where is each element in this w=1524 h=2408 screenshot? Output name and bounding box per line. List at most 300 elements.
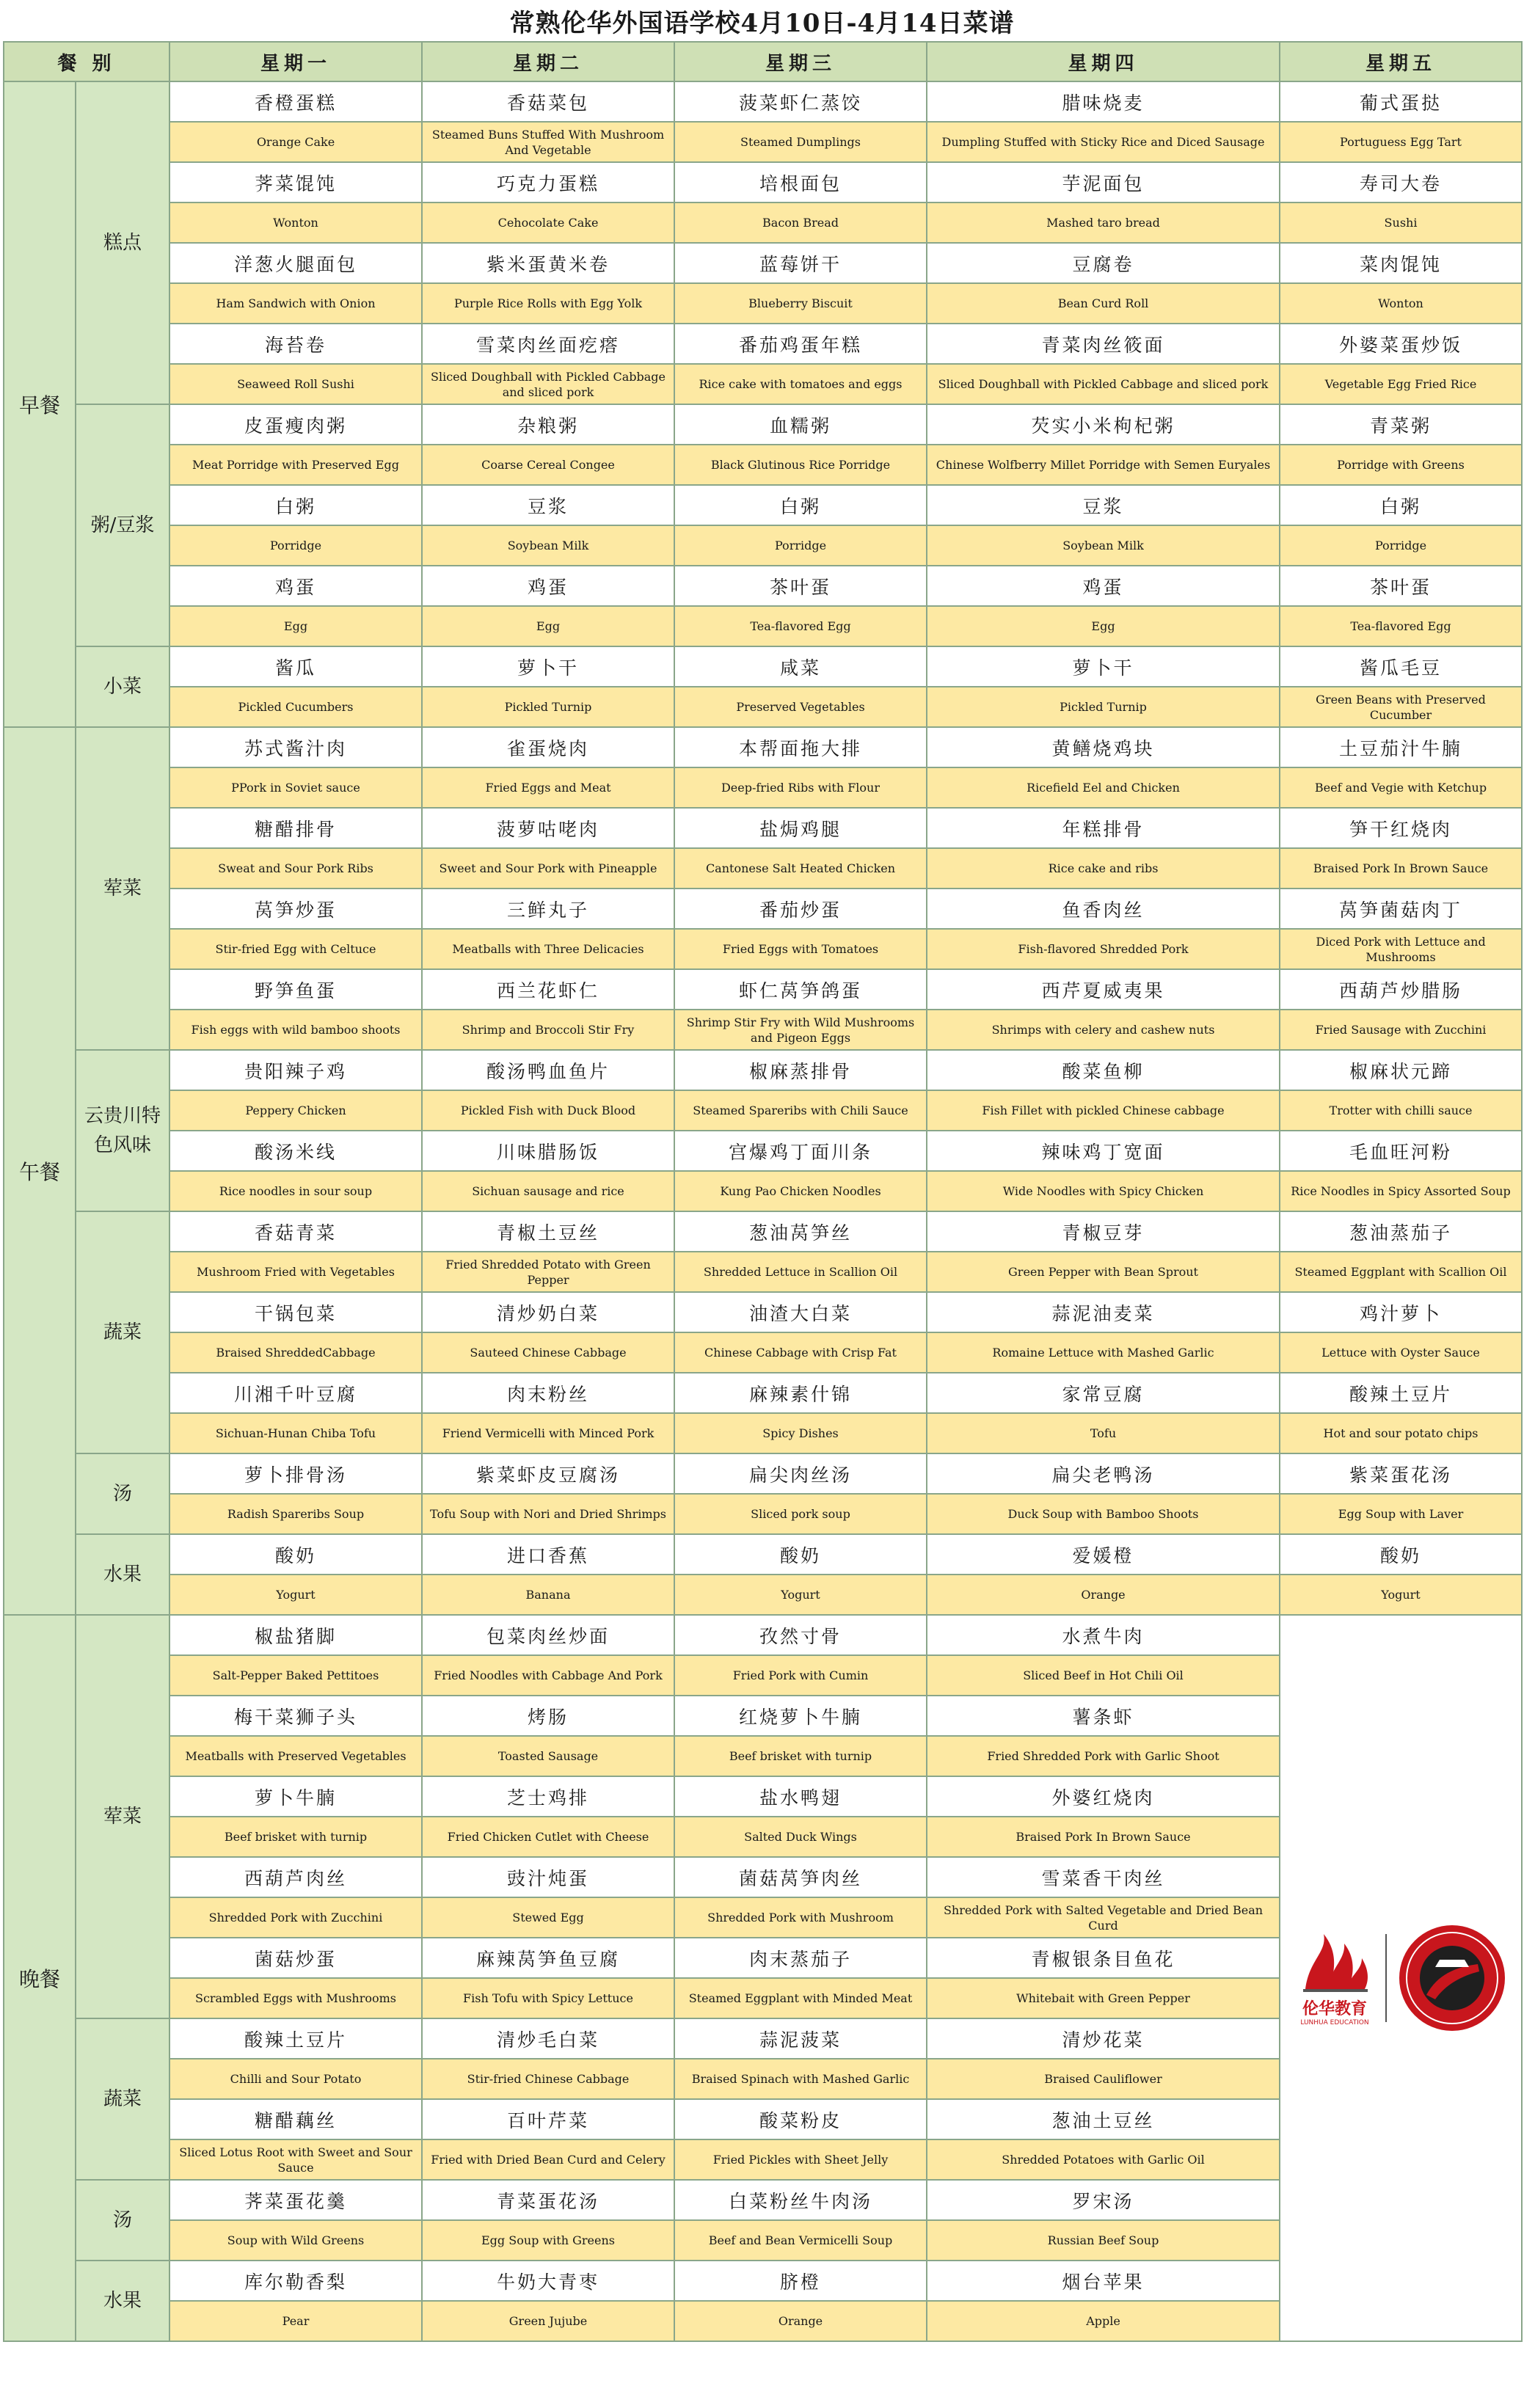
dish-name-cn: 葡式蛋挞 [1280,81,1522,122]
dish-name-en: Porridge [169,525,422,566]
dish-name-cn: 烟台苹果 [927,2261,1280,2301]
dish-name-en: Tofu [927,1413,1280,1453]
dish-row-english [4,1010,1522,1050]
dish-name-en: Orange [927,1575,1280,1615]
dish-name-en: Shredded Pork with Mushroom [674,1897,927,1938]
dish-name-en: Bean Curd Roll [927,283,1280,324]
dish-name-cn: 豆浆 [927,485,1280,525]
dish-name-en: Shredded Pork with Salted Vegetable and Dried Bean Curd [927,1897,1280,1938]
dish-name-cn: 鸡汁萝卜 [1280,1292,1522,1332]
dish-name-cn: 酱瓜 [169,646,422,687]
dish-name-cn: 茶叶蛋 [1280,566,1522,606]
dish-name-en: Sushi [1280,203,1522,243]
section-label: 水果 [76,2261,169,2341]
dish-name-cn: 孜然寸骨 [674,1615,927,1655]
dish-name-cn: 酸菜鱼柳 [927,1050,1280,1090]
dish-name-cn: 外婆菜蛋炒饭 [1280,324,1522,364]
dish-name-cn: 川湘千叶豆腐 [169,1373,422,1413]
logo-cell [1280,1615,1522,2341]
dish-name-cn: 香橙蛋糕 [169,81,422,122]
dish-name-cn: 茶叶蛋 [674,566,927,606]
dish-name-en: Salted Duck Wings [674,1817,927,1857]
dish-name-cn: 薯条虾 [927,1696,1280,1736]
dish-name-cn: 青椒土豆丝 [422,1211,674,1252]
dish-name-cn: 萝卜干 [422,646,674,687]
dish-name-cn: 蓝莓饼干 [674,243,927,283]
dish-name-cn: 鸡蛋 [169,566,422,606]
dish-name-cn: 皮蛋瘦肉粥 [169,404,422,445]
meal-label: 早餐 [4,81,76,727]
dish-name-en: Sichuan-Hunan Chiba Tofu [169,1413,422,1453]
dish-name-cn: 紫菜蛋花汤 [1280,1453,1522,1494]
brand-en: LUNHUA EDUCATION [1300,2018,1369,2026]
dish-name-en: Apple [927,2301,1280,2341]
dish-name-cn: 野笋鱼蛋 [169,969,422,1010]
dish-name-cn: 库尔勒香梨 [169,2261,422,2301]
dish-name-en: Wonton [169,203,422,243]
dish-name-cn: 菠萝咕咾肉 [422,808,674,848]
dish-name-cn: 酸奶 [1280,1534,1522,1575]
dish-name-en: Steamed Eggplant with Scallion Oil [1280,1252,1522,1292]
dish-row-chinese [4,969,1522,1010]
day-header: 星期五 [1280,42,1522,81]
dish-name-cn: 包菜肉丝炒面 [422,1615,674,1655]
dish-name-en: Fish Fillet with pickled Chinese cabbage [927,1090,1280,1131]
dish-row-english [4,283,1522,324]
dish-name-cn: 川味腊肠饭 [422,1131,674,1171]
day-header: 星期一 [169,42,422,81]
dish-name-cn: 青菜粥 [1280,404,1522,445]
dish-row-chinese [4,243,1522,283]
dish-name-cn: 椒麻状元蹄 [1280,1050,1522,1090]
dish-name-cn: 盐焗鸡腿 [674,808,927,848]
section-label: 汤 [76,2180,169,2261]
dish-name-cn: 白粥 [169,485,422,525]
dish-name-en: Shrimps with celery and cashew nuts [927,1010,1280,1050]
dish-name-cn: 酸菜粉皮 [674,2099,927,2139]
dish-name-en: Egg [927,606,1280,646]
dish-name-cn: 酸奶 [674,1534,927,1575]
dish-row-english [4,445,1522,485]
section-label: 水果 [76,1534,169,1615]
dish-name-en: Whitebait with Green Pepper [927,1978,1280,2018]
dish-name-cn: 白菜粉丝牛肉汤 [674,2180,927,2220]
dish-name-cn: 鸡蛋 [927,566,1280,606]
dish-row-chinese [4,1292,1522,1332]
dish-name-en: Rice cake with tomatoes and eggs [674,364,927,404]
dish-name-cn: 青菜蛋花汤 [422,2180,674,2220]
dish-name-cn: 培根面包 [674,162,927,203]
dish-name-cn: 菌菇炒蛋 [169,1938,422,1978]
dish-name-cn: 肉末蒸茄子 [674,1938,927,1978]
dish-name-cn: 辣味鸡丁宽面 [927,1131,1280,1171]
logo-divider [1385,1934,1387,2022]
dish-name-cn: 血糯粥 [674,404,927,445]
dish-name-cn: 清炒奶白菜 [422,1292,674,1332]
dish-name-en: Orange [674,2301,927,2341]
dish-name-en: Meatballs with Three Delicacies [422,929,674,969]
dish-name-en: Porridge with Greens [1280,445,1522,485]
school-logo [1285,1923,1517,2033]
dish-name-en: Rice cake and ribs [927,848,1280,889]
dish-name-cn: 萝卜干 [927,646,1280,687]
meal-label: 午餐 [4,727,76,1615]
dish-name-en: Vegetable Egg Fried Rice [1280,364,1522,404]
dish-row-chinese [4,727,1522,767]
dish-name-cn: 莴笋菌菇肉丁 [1280,889,1522,929]
dish-name-cn: 海苔卷 [169,324,422,364]
dish-name-en: Steamed Eggplant with Minded Meat [674,1978,927,2018]
dish-row-chinese [4,808,1522,848]
dish-name-cn: 荠菜蛋花羹 [169,2180,422,2220]
dish-name-en: Radish Spareribs Soup [169,1494,422,1534]
dish-name-en: Egg Soup with Laver [1280,1494,1522,1534]
dish-name-en: Pickled Fish with Duck Blood [422,1090,674,1131]
dish-name-cn: 肉末粉丝 [422,1373,674,1413]
dish-name-en: Egg [422,606,674,646]
dish-name-en: Kung Pao Chicken Noodles [674,1171,927,1211]
dish-name-en: Meat Porridge with Preserved Egg [169,445,422,485]
dish-name-en: Braised Spinach with Mashed Garlic [674,2059,927,2099]
dish-name-en: Shredded Lettuce in Scallion Oil [674,1252,927,1292]
dish-row-chinese [4,1211,1522,1252]
day-header: 星期三 [674,42,927,81]
dish-name-cn: 豆浆 [422,485,674,525]
dish-name-en: Braised Pork In Brown Sauce [1280,848,1522,889]
dish-name-cn: 香菇菜包 [422,81,674,122]
dish-name-en: Pickled Turnip [927,687,1280,727]
dish-name-cn: 芋泥面包 [927,162,1280,203]
dish-name-cn: 酱瓜毛豆 [1280,646,1522,687]
dish-name-en: Orange Cake [169,122,422,162]
dish-name-en: Sliced pork soup [674,1494,927,1534]
dish-row-english [4,929,1522,969]
dish-name-en: Green Beans with Preserved Cucumber [1280,687,1522,727]
section-label: 粥/豆浆 [76,404,169,646]
dish-name-cn: 罗宋汤 [927,2180,1280,2220]
dish-name-cn: 腊味烧麦 [927,81,1280,122]
dish-name-cn: 酸汤鸭血鱼片 [422,1050,674,1090]
dish-row-chinese [4,646,1522,687]
section-label: 糕点 [76,81,169,404]
dish-name-cn: 红烧萝卜牛腩 [674,1696,927,1736]
dish-name-cn: 脐橙 [674,2261,927,2301]
dish-name-cn: 豉汁炖蛋 [422,1857,674,1897]
dish-row-english [4,1494,1522,1534]
dish-name-en: Mashed taro bread [927,203,1280,243]
dish-name-en: Wonton [1280,283,1522,324]
dish-name-cn: 豆腐卷 [927,243,1280,283]
dish-row-english [4,1413,1522,1453]
dish-name-en: Fried with Dried Bean Curd and Celery [422,2139,674,2180]
dish-name-en: Deep-fried Ribs with Flour [674,767,927,808]
dish-name-en: Yogurt [1280,1575,1522,1615]
dish-name-en: Soup with Wild Greens [169,2220,422,2261]
dish-row-english [4,606,1522,646]
section-label: 小菜 [76,646,169,727]
dish-name-en: Wide Noodles with Spicy Chicken [927,1171,1280,1211]
dish-name-cn: 本帮面拖大排 [674,727,927,767]
dish-name-cn: 白粥 [1280,485,1522,525]
dish-row-english [4,1252,1522,1292]
dish-name-en: Rice noodles in sour soup [169,1171,422,1211]
dish-row-english [4,848,1522,889]
dish-name-en: Pickled Turnip [422,687,674,727]
dish-name-cn: 虾仁莴笋鸽蛋 [674,969,927,1010]
dish-name-cn: 酸奶 [169,1534,422,1575]
dish-name-en: Dumpling Stuffed with Sticky Rice and Diced Sausage [927,122,1280,162]
school-seal-icon [1397,1923,1507,2033]
dish-row-english [4,364,1522,404]
section-label: 汤 [76,1453,169,1534]
dish-name-cn: 菠菜虾仁蒸饺 [674,81,927,122]
dish-name-cn: 白粥 [674,485,927,525]
dish-name-en: Fried Shredded Potato with Green Pepper [422,1252,674,1292]
dish-name-en: Duck Soup with Bamboo Shoots [927,1494,1280,1534]
dish-name-en: Beef and Vegie with Ketchup [1280,767,1522,808]
dish-name-cn: 芡实小米枸杞粥 [927,404,1280,445]
dish-name-cn: 椒盐猪脚 [169,1615,422,1655]
dish-name-en: Fried Pickles with Sheet Jelly [674,2139,927,2180]
dish-name-en: Braised Cauliflower [927,2059,1280,2099]
dish-name-en: Chinese Wolfberry Millet Porridge with Semen Euryales [927,445,1280,485]
dish-name-cn: 紫菜虾皮豆腐汤 [422,1453,674,1494]
dish-name-cn: 三鲜丸子 [422,889,674,929]
dish-name-cn: 葱油蒸茄子 [1280,1211,1522,1252]
dish-name-en: Sliced Doughball with Pickled Cabbage and sliced pork [927,364,1280,404]
dish-name-en: Banana [422,1575,674,1615]
dish-row-chinese [4,1453,1522,1494]
dish-name-cn: 葱油土豆丝 [927,2099,1280,2139]
dish-name-en: Braised ShreddedCabbage [169,1332,422,1373]
dish-name-en: Tofu Soup with Nori and Dried Shrimps [422,1494,674,1534]
dish-name-cn: 番茄鸡蛋年糕 [674,324,927,364]
dish-name-cn: 油渣大白菜 [674,1292,927,1332]
dish-name-cn: 萝卜牛腩 [169,1776,422,1817]
dish-name-en: Lettuce with Oyster Sauce [1280,1332,1522,1373]
dish-name-en: Tea-flavored Egg [1280,606,1522,646]
dish-name-en: Russian Beef Soup [927,2220,1280,2261]
dish-name-cn: 宫爆鸡丁面川条 [674,1131,927,1171]
flame-logo-icon [1294,1930,1375,1996]
dish-row-chinese [4,162,1522,203]
dish-row-english [4,1171,1522,1211]
day-header: 星期二 [422,42,674,81]
dish-name-cn: 贵阳辣子鸡 [169,1050,422,1090]
dish-name-en: Bacon Bread [674,203,927,243]
dish-name-cn: 黄鳝烧鸡块 [927,727,1280,767]
dish-name-cn: 笋干红烧肉 [1280,808,1522,848]
dish-row-chinese [4,1373,1522,1413]
dish-name-cn: 青椒豆芽 [927,1211,1280,1252]
dish-name-cn: 百叶芹菜 [422,2099,674,2139]
dish-row-chinese [4,485,1522,525]
dish-name-en: Sweat and Sour Pork Ribs [169,848,422,889]
dish-name-cn: 西葫芦肉丝 [169,1857,422,1897]
dish-name-en: Sliced Beef in Hot Chili Oil [927,1655,1280,1696]
brand-mark [1294,1930,1375,2026]
dish-name-en: Sweet and Sour Pork with Pineapple [422,848,674,889]
dish-name-en: Steamed Dumplings [674,122,927,162]
meal-label: 晚餐 [4,1615,76,2341]
dish-name-en: Toasted Sausage [422,1736,674,1776]
dish-row-english [4,203,1522,243]
dish-name-en: Stir-fried Chinese Cabbage [422,2059,674,2099]
dish-name-en: Soybean Milk [927,525,1280,566]
dish-name-en: Tea-flavored Egg [674,606,927,646]
dish-name-en: Fried Eggs with Tomatoes [674,929,927,969]
dish-name-en: Black Glutinous Rice Porridge [674,445,927,485]
section-label: 荤菜 [76,727,169,1050]
dish-name-en: Cehocolate Cake [422,203,674,243]
dish-row-chinese [4,566,1522,606]
dish-name-en: Yogurt [674,1575,927,1615]
dish-name-en: Ham Sandwich with Onion [169,283,422,324]
dish-name-en: Sliced Lotus Root with Sweet and Sour Sauce [169,2139,422,2180]
dish-name-en: Pear [169,2301,422,2341]
dish-name-en: Fried Eggs and Meat [422,767,674,808]
dish-name-en: Steamed Buns Stuffed With Mushroom And Vegetable [422,122,674,162]
dish-name-cn: 芝士鸡排 [422,1776,674,1817]
dish-name-en: Beef brisket with turnip [674,1736,927,1776]
dish-name-cn: 荠菜馄饨 [169,162,422,203]
dish-name-cn: 蒜泥菠菜 [674,2018,927,2059]
dish-name-en: Stir-fried Egg with Celtuce [169,929,422,969]
dish-name-en: Fish eggs with wild bamboo shoots [169,1010,422,1050]
dish-name-en: Green Pepper with Bean Sprout [927,1252,1280,1292]
dish-name-cn: 菜肉馄饨 [1280,243,1522,283]
dish-name-cn: 寿司大卷 [1280,162,1522,203]
dish-name-en: Peppery Chicken [169,1090,422,1131]
dish-name-en: Spicy Dishes [674,1413,927,1453]
dish-name-cn: 糖醋排骨 [169,808,422,848]
dish-row-chinese [4,1050,1522,1090]
dish-name-cn: 麻辣莴笋鱼豆腐 [422,1938,674,1978]
dish-name-en: Preserved Vegetables [674,687,927,727]
dish-name-cn: 进口香蕉 [422,1534,674,1575]
dish-name-en: Rice Noodles in Spicy Assorted Soup [1280,1171,1522,1211]
dish-name-cn: 盐水鸭翅 [674,1776,927,1817]
brand-name: 伦华教育 [1302,1999,1367,2018]
dish-row-chinese [4,1131,1522,1171]
dish-name-cn: 西葫芦炒腊肠 [1280,969,1522,1010]
dish-name-cn: 酸辣土豆片 [1280,1373,1522,1413]
dish-name-en: Scrambled Eggs with Mushrooms [169,1978,422,2018]
dish-name-cn: 清炒花菜 [927,2018,1280,2059]
dish-name-en: Chilli and Sour Potato [169,2059,422,2099]
dish-row-english [4,767,1522,808]
day-header: 星期四 [927,42,1280,81]
dish-name-en: Fried Chicken Cutlet with Cheese [422,1817,674,1857]
dish-name-en: Diced Pork with Lettuce and Mushrooms [1280,929,1522,969]
section-label: 云贵川特色风味 [76,1050,169,1211]
dish-name-en: Hot and sour potato chips [1280,1413,1522,1453]
dish-name-cn: 干锅包菜 [169,1292,422,1332]
dish-name-en: Porridge [674,525,927,566]
section-label: 蔬菜 [76,1211,169,1453]
dish-name-cn: 雪菜香干肉丝 [927,1857,1280,1897]
section-label: 蔬菜 [76,2018,169,2180]
dish-name-cn: 水煮牛肉 [927,1615,1280,1655]
dish-name-cn: 菌菇莴笋肉丝 [674,1857,927,1897]
dish-name-cn: 土豆茄汁牛腩 [1280,727,1522,767]
dish-name-cn: 巧克力蛋糕 [422,162,674,203]
dish-row-english [4,525,1522,566]
dish-name-cn: 萝卜排骨汤 [169,1453,422,1494]
dish-name-cn: 紫米蛋黄米卷 [422,243,674,283]
dish-row-chinese [4,1534,1522,1575]
dish-name-en: Mushroom Fried with Vegetables [169,1252,422,1292]
dish-name-cn: 洋葱火腿面包 [169,243,422,283]
dish-row-english [4,1332,1522,1373]
dish-name-en: Fried Sausage with Zucchini [1280,1010,1522,1050]
dish-name-en: Seaweed Roll Sushi [169,364,422,404]
dish-name-cn: 清炒毛白菜 [422,2018,674,2059]
dish-name-cn: 梅干菜狮子头 [169,1696,422,1736]
dish-name-cn: 扁尖肉丝汤 [674,1453,927,1494]
dish-name-en: Portuguess Egg Tart [1280,122,1522,162]
dish-name-cn: 青菜肉丝筱面 [927,324,1280,364]
dish-row-english [4,1090,1522,1131]
dish-name-cn: 年糕排骨 [927,808,1280,848]
menu-table [3,41,1523,2342]
page-title: 常熟伦华外国语学校4月10日-4月14日菜谱 [509,8,1015,38]
dish-name-cn: 扁尖老鸭汤 [927,1453,1280,1494]
dish-name-cn: 椒麻蒸排骨 [674,1050,927,1090]
dish-name-en: Fried Noodles with Cabbage And Pork [422,1655,674,1696]
dish-name-en: Sliced Doughball with Pickled Cabbage and sliced pork [422,364,674,404]
dish-name-en: Ricefield Eel and Chicken [927,767,1280,808]
dish-name-en: Chinese Cabbage with Crisp Fat [674,1332,927,1373]
dish-name-en: Coarse Cereal Congee [422,445,674,485]
dish-name-cn: 西芹夏威夷果 [927,969,1280,1010]
dish-name-en: Egg [169,606,422,646]
dish-name-en: Blueberry Biscuit [674,283,927,324]
dish-name-en: Shredded Pork with Zucchini [169,1897,422,1938]
dish-name-cn: 葱油莴笋丝 [674,1211,927,1252]
dish-name-cn: 毛血旺河粉 [1280,1131,1522,1171]
dish-name-en: Green Jujube [422,2301,674,2341]
dish-name-en: Purple Rice Rolls with Egg Yolk [422,283,674,324]
dish-name-cn: 蒜泥油麦菜 [927,1292,1280,1332]
section-label: 荤菜 [76,1615,169,2018]
dish-name-en: Shrimp Stir Fry with Wild Mushrooms and Pigeon Eggs [674,1010,927,1050]
dish-name-en: Yogurt [169,1575,422,1615]
dish-row-chinese [4,404,1522,445]
dish-name-cn: 鱼香肉丝 [927,889,1280,929]
dish-name-cn: 香菇青菜 [169,1211,422,1252]
dish-row-chinese [4,889,1522,929]
dish-name-en: Porridge [1280,525,1522,566]
dish-row-chinese [4,81,1522,122]
dish-name-cn: 牛奶大青枣 [422,2261,674,2301]
dish-name-cn: 番茄炒蛋 [674,889,927,929]
dish-name-en: Fried Pork with Cumin [674,1655,927,1696]
dish-name-cn: 鸡蛋 [422,566,674,606]
dish-name-cn: 雪菜肉丝面疙瘩 [422,324,674,364]
dish-name-en: Salt-Pepper Baked Pettitoes [169,1655,422,1696]
dish-name-en: Fish-flavored Shredded Pork [927,929,1280,969]
dish-name-cn: 爱媛橙 [927,1534,1280,1575]
dish-name-en: Beef brisket with turnip [169,1817,422,1857]
dish-name-cn: 咸菜 [674,646,927,687]
dish-name-cn: 雀蛋烧肉 [422,727,674,767]
dish-name-cn: 家常豆腐 [927,1373,1280,1413]
dish-name-en: Soybean Milk [422,525,674,566]
dish-name-en: Shrimp and Broccoli Stir Fry [422,1010,674,1050]
dish-name-cn: 外婆红烧肉 [927,1776,1280,1817]
dish-name-en: Egg Soup with Greens [422,2220,674,2261]
